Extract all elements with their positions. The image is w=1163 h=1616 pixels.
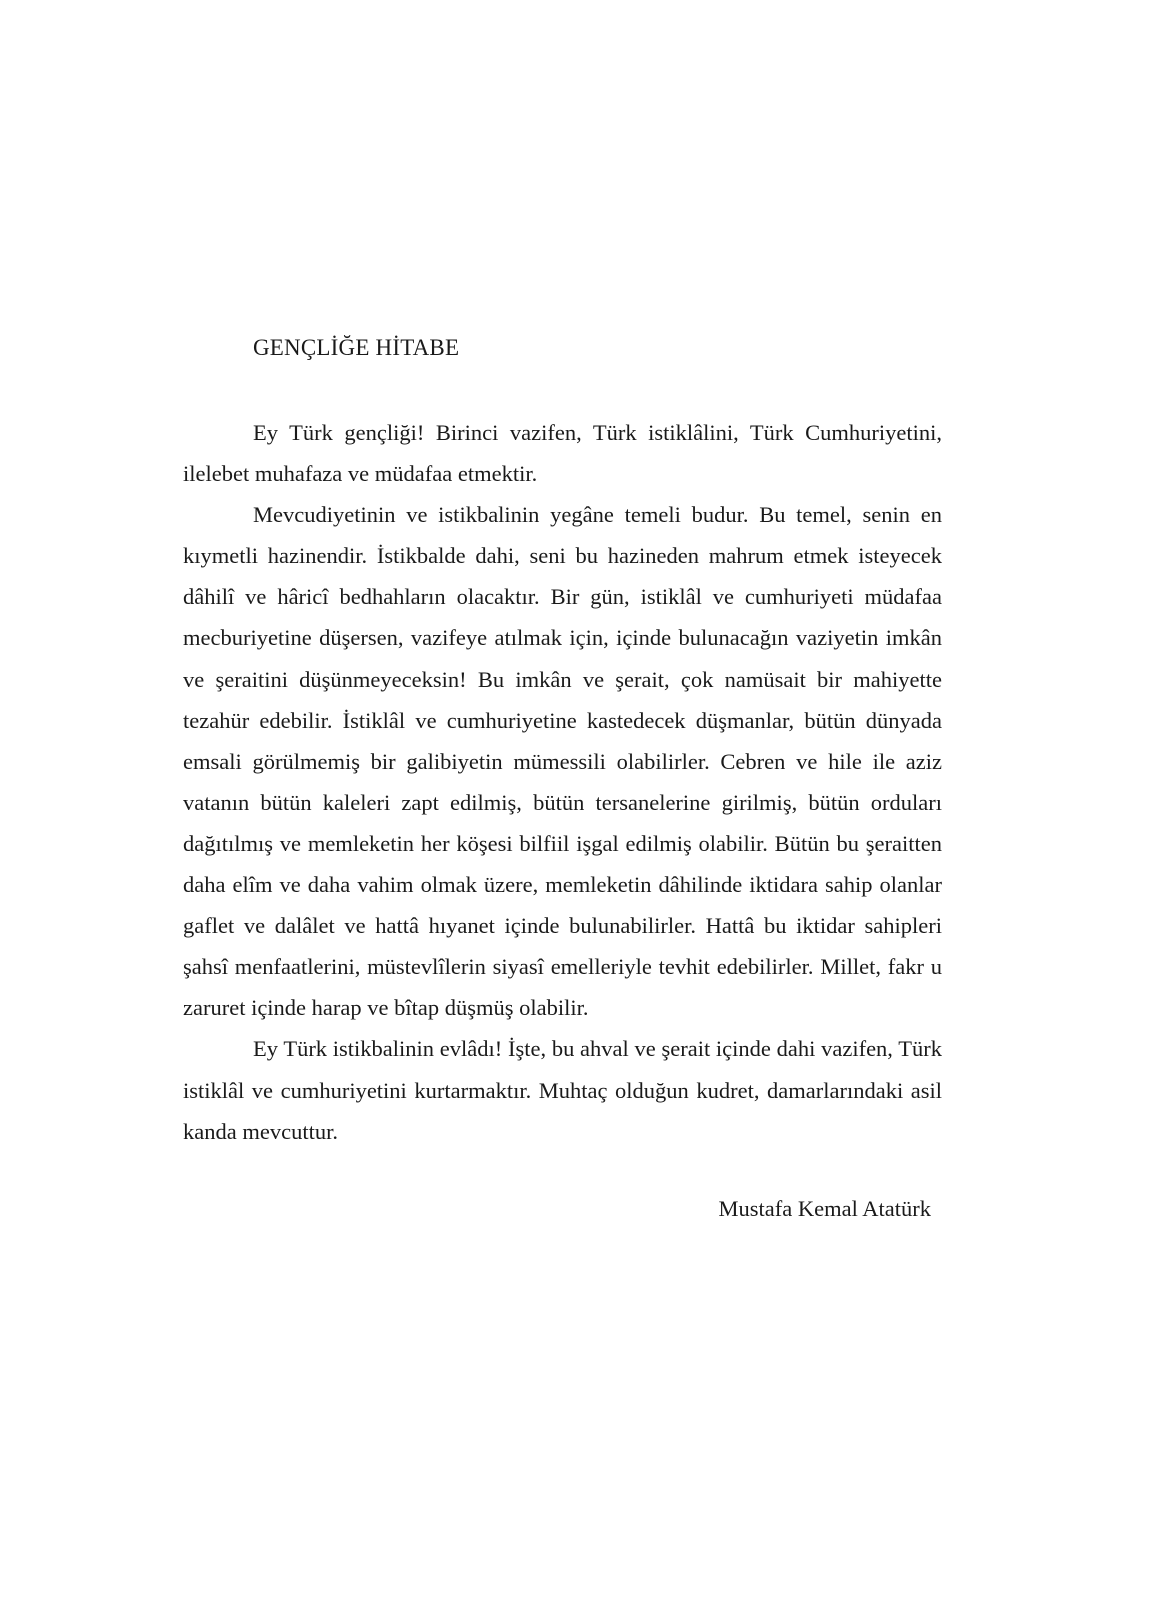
document-body [183,412,942,1152]
paragraph: Ey Türk gençliği! Birinci vazifen, Türk istiklâlini, Türk Cumhuriyetini, ilelebet muhafaza ve müdafaa etmektir. [183,420,942,487]
paragraph: Mevcudiyetinin ve istikbalinin yegâne temeli budur. Bu temel, senin en kıymetli hazinendir. İstikbalde dahi, seni bu hazineden mahrum etmek isteyecek dâhilî ve hâricî bedhahların olacaktır. Bir gün, istiklâl ve cumhuriyeti müdafaa mecburiyetine düşersen, vazifeye atılmak için, içinde bulunacağın vaziyetin imkân ve şeraitini düşünmeyeceksin! Bu imkân ve şerait, çok namüsait bir mahiyette tezahür edebilir. İstiklâl ve cumhuriyetine kastedecek düşmanlar, bütün dünyada emsali görülmemiş bir galibiyetin mümessili olabilirler. Cebren ve hile ile aziz vatanın bütün kaleleri zapt edilmiş, bütün tersanelerine girilmiş, bütün orduları dağıtılmış ve memleketin her köşesi bilfiil işgal edilmiş olabilir. Bütün bu şeraitten daha elîm ve daha vahim olmak üzere, memleketin dâhilinde iktidara sahip olanlar gaflet ve dalâlet ve hattâ hıyanet içinde bulunabilirler. Hattâ bu iktidar sahipleri şahsî menfaatlerini, müstevlîlerin siyasî emelleriyle tevhit edebilirler. Millet, fakr u zaruret içinde harap ve bîtap düşmüş olabilir. [183,502,942,1021]
page-title: GENÇLİĞE HİTABE [253,335,460,360]
signature: Mustafa Kemal Atatürk [718,1196,931,1221]
paragraph: Ey Türk istikbalinin evlâdı! İşte, bu ahval ve şerait içinde dahi vazifen, Türk istiklâl ve cumhuriyetini kurtarmaktır. Muhtaç olduğun kudret, damarlarındaki asil kanda mevcuttur. [183,1036,942,1144]
